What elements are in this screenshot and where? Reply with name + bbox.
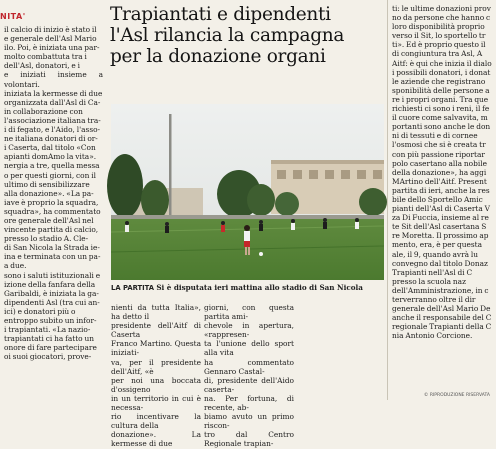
text-line: l'associazione italiana tra- bbox=[4, 115, 101, 125]
text-line: verso il Sit, lo sportello tr bbox=[392, 31, 486, 41]
text-line: partita di ieri, anche la res bbox=[392, 185, 490, 195]
text-line: ici) e donatori più o bbox=[4, 306, 76, 316]
text-line: trapiantati ci ha fatto un bbox=[4, 334, 94, 344]
text-line: onore di fare partecipare bbox=[4, 343, 97, 353]
text-line: sono i saluti istituzionali e bbox=[4, 270, 101, 280]
caption-label: LA PARTITA bbox=[111, 284, 155, 292]
text-line: Franco Martino. Questa iniziati- bbox=[111, 339, 201, 358]
photo-caption bbox=[111, 283, 385, 293]
text-line: regionale Trapianti della C bbox=[392, 322, 492, 332]
text-line: il cuore come salvavita, m bbox=[392, 113, 488, 123]
text-line: organizzata dall'Asl di Ca- bbox=[4, 97, 101, 107]
text-line: le aziende che registrano bbox=[392, 76, 486, 86]
text-line: presso la scuola naz bbox=[392, 276, 466, 286]
text-line: na. Per fortuna, di recente, ab- bbox=[204, 393, 294, 413]
article-headline bbox=[110, 4, 385, 67]
text-line: no da persone che hanno c bbox=[392, 13, 491, 23]
text-line: nienti da tutta Italia», ha detto il bbox=[111, 303, 201, 322]
text-line: ni di tessuti e di cornee bbox=[392, 131, 478, 141]
text-line: richiesti ci sono i reni, il fe bbox=[392, 104, 490, 114]
copyright-credit: © RIPRODUZIONE RISERVATA bbox=[423, 393, 490, 398]
text-line: con più passione riportar bbox=[392, 149, 485, 159]
text-line: ha commentato Gennaro Castal- bbox=[204, 357, 294, 376]
text-line: bile dello Sportello Amic bbox=[392, 194, 483, 204]
headline-line: Trapiantati e dipendenti bbox=[110, 4, 331, 25]
text-line: iave è proprio la squadra, bbox=[4, 197, 99, 207]
text-line: Aitf: è qui che inizia il dialo bbox=[392, 58, 492, 68]
text-line: i possibili donatori, i donat bbox=[392, 67, 491, 77]
text-line: izione della fanfara della bbox=[4, 279, 96, 289]
text-line: Garibaldi, è iniziata la ga- bbox=[4, 288, 99, 298]
text-line: ina e terminata con un pa- bbox=[4, 252, 101, 262]
caption-text: Si è disputata ieri mattina allo stadio di San Nicola bbox=[156, 283, 363, 292]
section-kicker: NITA' bbox=[0, 12, 26, 21]
text-line: di, presidente dell'Aido caserta- bbox=[204, 375, 294, 394]
text-line: i di fegato, e l'Aido, l'asso- bbox=[4, 125, 101, 135]
text-line: ultimo di sensibilizzare bbox=[4, 179, 90, 189]
text-line: Trapianti nell'Asl di C bbox=[392, 267, 473, 277]
text-line: e generale dell'Asl Mario bbox=[4, 34, 97, 44]
text-line: te Sit dell'Asl casertana S bbox=[392, 222, 487, 232]
text-line: l'osmosi che si è creata tr bbox=[392, 140, 486, 150]
text-line: ale, il 9, quando avrà lu bbox=[392, 249, 479, 259]
text-line: chevole in apertura, «rappresen- bbox=[204, 321, 294, 340]
right-text-column bbox=[387, 0, 496, 400]
text-line: per noi una boccata d'ossigeno bbox=[111, 375, 201, 394]
text-line: alla donazione». «La pa- bbox=[4, 188, 94, 198]
text-line: nia Antonio Corcione. bbox=[392, 331, 473, 341]
text-line: i trapiantati. «La nazio- bbox=[4, 325, 91, 335]
text-line: MArtino dell'Aitf. Present bbox=[392, 176, 487, 186]
text-line: convegno dal titolo Donaz bbox=[392, 258, 488, 268]
text-line: dell'Amministrazione, in c bbox=[392, 285, 489, 295]
text-line: za Di Fuccia, insieme al re bbox=[392, 213, 489, 223]
text-line: della donazione», ha aggi bbox=[392, 167, 487, 177]
text-line: sponibilità delle persone a bbox=[392, 85, 490, 95]
text-line: mento, era, è per questa bbox=[392, 240, 483, 250]
text-line: pianti dell'Asl di Caserta V bbox=[392, 204, 490, 214]
text-line: di congiuntura tra Asl, A bbox=[392, 49, 483, 59]
article-column-1 bbox=[111, 303, 201, 449]
text-line: ti». Ed è proprio questo il bbox=[392, 40, 486, 50]
text-line: ore generale dell'Asl nel bbox=[4, 215, 94, 225]
text-line: molto combattuta tra i bbox=[4, 52, 87, 62]
text-line: va, per il presidente dell'Aitf, «è bbox=[111, 357, 201, 376]
text-line: dipendenti Asl (tra cui an- bbox=[4, 297, 100, 307]
headline-line: l'Asl rilancia la campagna bbox=[110, 25, 345, 46]
headline-line: per la donazione organi bbox=[110, 46, 326, 67]
text-line: a due. bbox=[4, 261, 27, 271]
text-line: oi suoi giocatori, prove- bbox=[4, 352, 92, 362]
text-line: terverranno oltre il dir bbox=[392, 295, 476, 304]
text-line: i Caserta, dal titolo «Con bbox=[4, 143, 96, 153]
text-line: apianti domAmo la vita». bbox=[4, 152, 97, 162]
text-line: squadra», ha commentato bbox=[4, 206, 101, 216]
text-line: tro dal Centro Regionale trapian- bbox=[204, 430, 294, 449]
text-line: in un territorio in cui è necessa- bbox=[111, 393, 201, 413]
text-line: ta l'unione dello sport alla vita bbox=[204, 339, 294, 358]
text-line: di San Nicola la Strada ie- bbox=[4, 243, 100, 253]
text-line: in collaborazione con bbox=[4, 106, 83, 116]
text-line: giorni, con questa partita ami- bbox=[204, 303, 294, 322]
text-line: re i propri organi. Tra que bbox=[392, 94, 489, 104]
text-line: donazione». La kermesse di due bbox=[111, 430, 201, 449]
left-text-column bbox=[0, 0, 106, 400]
text-line: ne italiana donatori di or- bbox=[4, 134, 98, 144]
text-line: ilo. Poi, è iniziata una par- bbox=[4, 43, 100, 53]
text-line: anche il responsabile del C bbox=[392, 313, 492, 323]
football-match-photo bbox=[111, 104, 384, 280]
text-line: generale dell'Asl Mario De bbox=[392, 304, 491, 314]
text-line: re Moretta. Il prossimo ap bbox=[392, 231, 489, 241]
text-line: rio incentivare la cultura della bbox=[111, 412, 201, 431]
text-line: entroppo subito un infor- bbox=[4, 316, 97, 325]
text-line: vincente partita di calcio, bbox=[4, 225, 99, 235]
text-line: e iniziati insieme a volontari. bbox=[4, 70, 103, 89]
left-column-body bbox=[0, 25, 106, 361]
text-line: loro disponibilità proprio bbox=[392, 22, 485, 32]
text-line: biamo avuto un primo riscon- bbox=[204, 412, 294, 431]
text-line: iniziata la kermesse di due bbox=[4, 88, 103, 98]
text-line: o per questi giorni, con il bbox=[4, 170, 96, 180]
text-line: nergia a tre, quella messa bbox=[4, 161, 100, 171]
right-column-body bbox=[388, 0, 496, 340]
text-line: il calcio di inizio è stato il bbox=[4, 25, 97, 34]
text-line: ti: le ultime donazioni prov bbox=[392, 4, 491, 13]
text-line: presso lo stadio A. Cle- bbox=[4, 234, 89, 244]
text-line: portanti sono anche le don bbox=[392, 122, 491, 132]
article-column-2 bbox=[204, 303, 294, 449]
match-photo bbox=[111, 104, 384, 280]
text-line: polo casertano alla nobile bbox=[392, 158, 487, 168]
text-line: dell'Asl, donatori, e i bbox=[4, 61, 81, 71]
text-line: presidente dell'Aitf di Caserta bbox=[111, 321, 201, 340]
